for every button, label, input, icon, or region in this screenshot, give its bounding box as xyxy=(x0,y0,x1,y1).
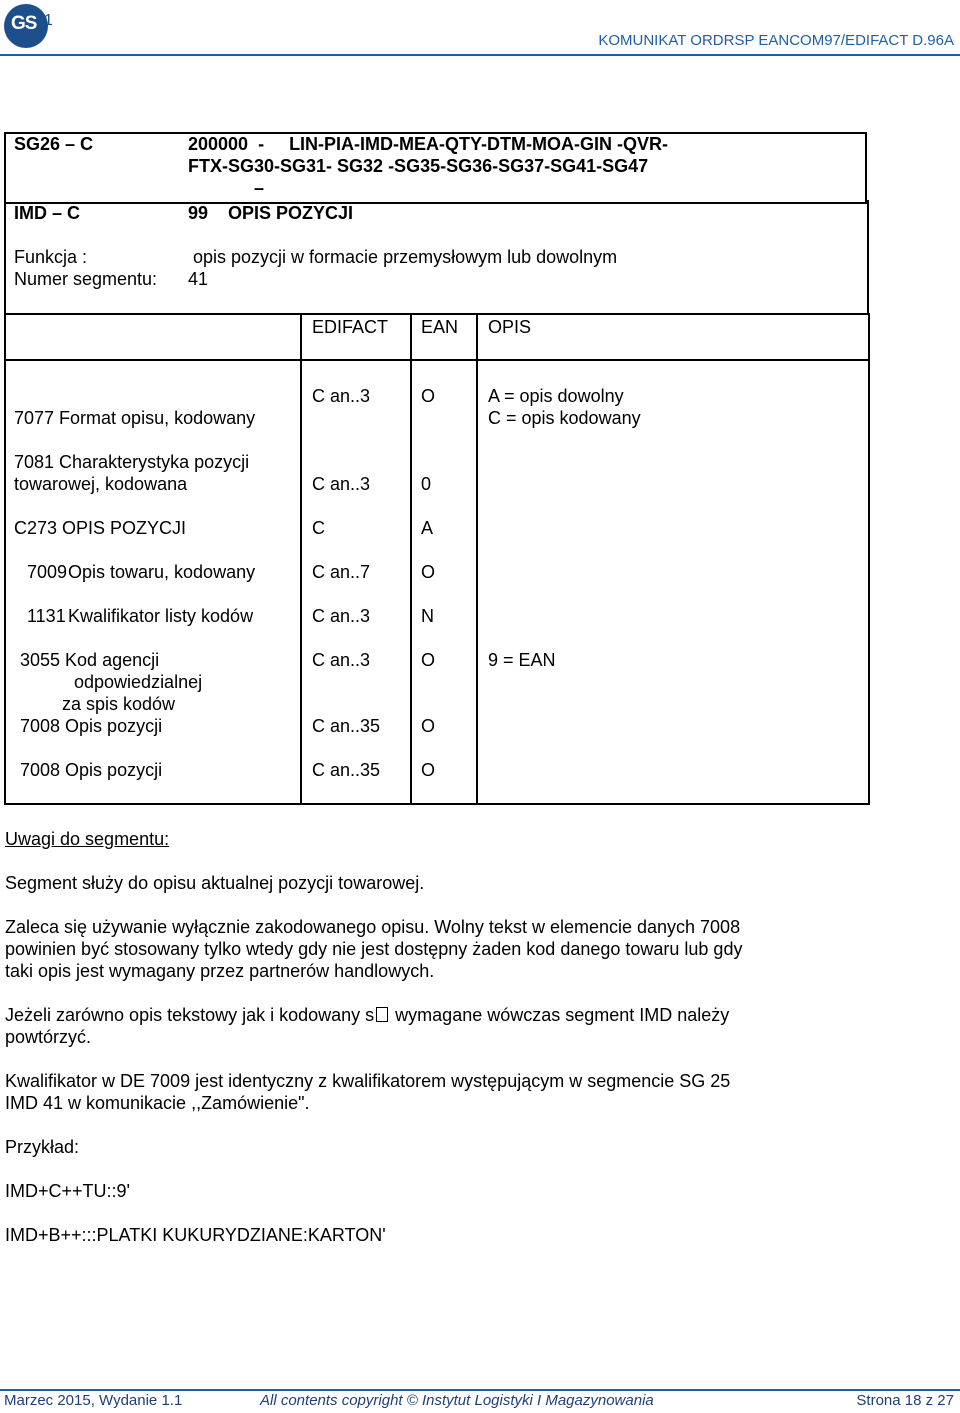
table-row-name: Opis towaru, kodowany xyxy=(68,562,256,582)
column-header-opis: OPIS xyxy=(488,317,532,337)
missing-glyph-icon xyxy=(376,1007,388,1022)
table-row-name: Kwalifikator listy kodów xyxy=(68,606,254,626)
table-row-ean: O xyxy=(421,386,436,406)
table-row-edifact: C an..3 xyxy=(312,606,371,626)
imd-label: IMD – C xyxy=(14,203,81,223)
table-row-edifact: C an..3 xyxy=(312,650,371,670)
notes-paragraph: Segment służy do opisu aktualnej pozycji towarowej. xyxy=(5,873,425,893)
example-code: IMD+C++TU::9' xyxy=(5,1181,130,1201)
sg-value-line2: FTX-SG30-SG31- SG32 -SG35-SG36-SG37-SG41-SG47 xyxy=(188,156,649,176)
table-row-edifact: C an..3 xyxy=(312,386,371,406)
sg-label: SG26 – C xyxy=(14,134,94,154)
table-row-edifact: C an..7 xyxy=(312,562,371,582)
notes-paragraph: Kwalifikator w DE 7009 jest identyczny z kwalifikatorem występującym w segmencie SG 25 xyxy=(5,1071,731,1091)
table-row-opis: 9 = EAN xyxy=(488,650,556,670)
notes-paragraph: powinien być stosowany tylko wtedy gdy nie jest dostępny żaden kod danego towaru lub gdy xyxy=(5,939,743,959)
table-row-name: 7008 Opis pozycji xyxy=(20,760,163,780)
table-row-name: za spis kodów xyxy=(62,694,176,714)
notes-text: Jeżeli zarówno opis tekstowy jak i kodowany s xyxy=(5,1005,375,1025)
function-value: opis pozycji w formacie przemysłowym lub dowolnym xyxy=(193,247,618,267)
notes-paragraph: taki opis jest wymagany przez partnerów handlowych. xyxy=(5,961,435,981)
table-row-number: 7009 xyxy=(27,562,68,582)
table-row-name: 7077 Format opisu, kodowany xyxy=(14,408,256,428)
document-title: KOMUNIKAT ORDRSP EANCOM97/EDIFACT D.96A xyxy=(598,32,954,49)
example-code: IMD+B++:::PLATKI KUKURYDZIANE:KARTON' xyxy=(5,1225,386,1245)
column-divider-2 xyxy=(410,313,412,805)
table-row-name: 3055 Kod agencji xyxy=(20,650,160,670)
logo-text: GS xyxy=(11,13,37,34)
footer-page-number: Strona 18 z 27 xyxy=(856,1392,954,1409)
column-header-edifact: EDIFACT xyxy=(312,317,389,337)
segment-number-value: 41 xyxy=(188,269,209,289)
table-row-ean: N xyxy=(421,606,434,626)
example-label: Przykład: xyxy=(5,1137,80,1157)
logo-superscript: 1 xyxy=(44,12,53,29)
table-row-ean: 0 xyxy=(421,474,432,494)
table-row-opis: A = opis dowolny xyxy=(488,386,624,406)
footer-divider xyxy=(0,1389,960,1391)
notes-heading: Uwagi do segmentu: xyxy=(5,829,170,849)
table-row-edifact: C an..3 xyxy=(312,474,371,494)
imd-value: 99 OPIS POZYCJI xyxy=(188,203,354,223)
table-row-ean: O xyxy=(421,760,436,780)
footer-copyright: All contents copyright © Instytut Logistyki I Magazynowania xyxy=(260,1392,654,1409)
table-row-ean: A xyxy=(421,518,434,538)
column-divider-1 xyxy=(300,313,302,805)
header-divider xyxy=(0,54,960,56)
column-header-ean: EAN xyxy=(421,317,459,337)
table-row-name: 7081 Charakterystyka pozycji xyxy=(14,452,250,472)
table-row-opis: C = opis kodowany xyxy=(488,408,641,428)
gs1-logo xyxy=(4,4,48,48)
notes-text: wymagane wówczas segment IMD należy xyxy=(390,1005,730,1025)
function-label: Funkcja : xyxy=(14,247,88,267)
column-header-divider xyxy=(4,359,868,361)
table-row-number: 1131 xyxy=(27,606,66,626)
table-row-edifact: C an..35 xyxy=(312,716,381,736)
table-row-name: C273 OPIS POZYCJI xyxy=(14,518,187,538)
table-row-edifact: C xyxy=(312,518,325,538)
column-divider-3 xyxy=(476,313,478,805)
notes-paragraph: IMD 41 w komunikacie ,,Zamówienie". xyxy=(5,1093,310,1113)
table-row-ean: O xyxy=(421,562,436,582)
table-row-ean: O xyxy=(421,716,436,736)
footer-edition: Marzec 2015, Wydanie 1.1 xyxy=(4,1392,183,1409)
table-row-name: odpowiedzialnej xyxy=(74,672,203,692)
segment-number-label: Numer segmentu: xyxy=(14,269,158,289)
table-row-name: towarowej, kodowana xyxy=(14,474,188,494)
table-row-name: 7008 Opis pozycji xyxy=(20,716,163,736)
sg-value-line3: – xyxy=(254,178,265,198)
sg-value-line1: 200000 - LIN-PIA-IMD-MEA-QTY-DTM-MOA-GIN -QVR- xyxy=(188,134,669,154)
notes-paragraph: powtórzyć. xyxy=(5,1027,92,1047)
notes-paragraph xyxy=(5,1005,729,1026)
table-row-edifact: C an..35 xyxy=(312,760,381,780)
notes-paragraph: Zaleca się używanie wyłącznie zakodowanego opisu. Wolny tekst w elemencie danych 7008 xyxy=(5,917,741,937)
table-row-ean: O xyxy=(421,650,436,670)
